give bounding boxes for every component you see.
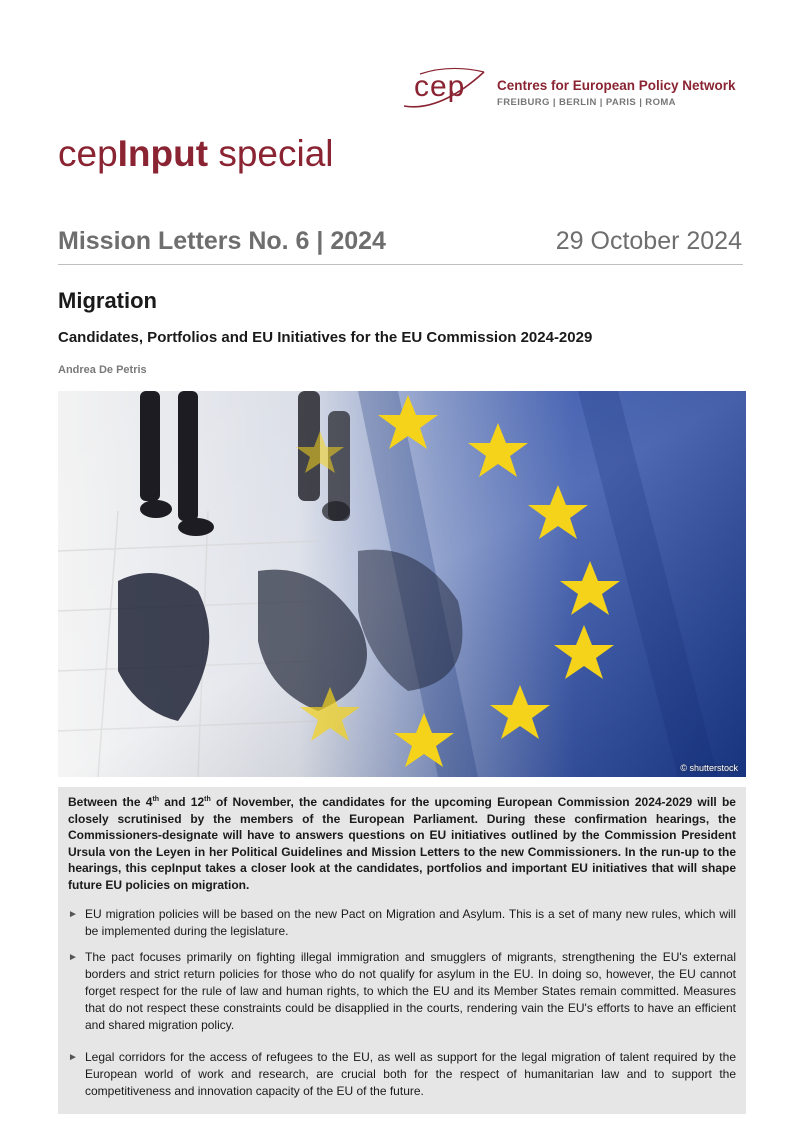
publication-date: 29 October 2024 xyxy=(555,227,742,255)
series-title xyxy=(58,133,334,175)
topic-title: Migration xyxy=(58,288,157,313)
org-name: Centres for European Policy Network xyxy=(497,78,736,93)
series-suffix: special xyxy=(208,133,334,174)
document-subtitle: Candidates, Portfolios and EU Initiatives for the EU Commission 2024-2029 xyxy=(58,329,593,346)
org-cities: FREIBURG | BERLIN | PARIS | ROMA xyxy=(497,97,676,108)
header-divider xyxy=(58,264,743,265)
intro-sup-1: th xyxy=(152,796,160,803)
bullet-arrow-icon: ► xyxy=(68,909,78,920)
intro-text-b: and 12 xyxy=(159,795,205,809)
bullet-text: The pact focuses primarily on fighting illegal immigration and smugglers of migrants, strengthening the EU's external borders and strict return policies for those who do not qualify for asylum in the EU. In doing so, however, the EU cannot forget respect for the rule of law and human rights, to which the EU and its Member States remain committed. Measures that do not respect these constraints could be disapplied in the courts, rendering vain the EU's efforts to have an efficient and shared migration policy. xyxy=(85,950,736,1032)
series-prefix: cep xyxy=(58,133,118,174)
summary-box xyxy=(58,787,746,1114)
eu-flag-pedestrians-photo xyxy=(58,391,746,777)
author-name: Andrea De Petris xyxy=(58,364,147,376)
logo-wordmark: cep xyxy=(414,70,466,103)
bullet-text: EU migration policies will be based on the new Pact on Migration and Asylum. This is a set of many new rules, which will be implemented during the legislature. xyxy=(85,907,736,938)
cep-logo xyxy=(400,66,745,116)
series-bold: Input xyxy=(117,133,209,174)
intro-text-c: of November, the candidates for the upcoming European Commission 2024-2029 will be closely scrutinised by the members of the European Parliament. During these confirmation hearings, the Commissioners-designate will have to answers questions on EU initiatives outlined by the Commission President Ursula von the Leyen in her Political Guidelines and Mission Letters to the new Commissioners. In the run-up to the hearings, this cepInput takes a closer look at the candidates, portfolios and important EU initiatives that will shape future EU policies on migration. xyxy=(68,795,736,892)
intro-sup-2: th xyxy=(204,796,211,803)
summary-bullet xyxy=(68,906,736,940)
image-credit: © shutterstock xyxy=(680,763,738,773)
bullet-arrow-icon: ► xyxy=(68,952,78,963)
hero-image xyxy=(58,391,746,777)
summary-bullet xyxy=(68,949,736,1034)
bullet-arrow-icon: ► xyxy=(68,1052,78,1063)
summary-intro xyxy=(68,794,736,893)
summary-bullet xyxy=(68,1049,736,1100)
intro-text-a: Between the 4 xyxy=(68,795,153,809)
mission-letters-number: Mission Letters No. 6 | 2024 xyxy=(58,227,386,255)
bullet-text: Legal corridors for the access of refugees to the EU, as well as support for the legal migration of talent required by the European world of work and research, are crucial both for the respect of humanitarian law and to support the competitiveness and innovation capacity of the EU of the future. xyxy=(85,1050,736,1098)
